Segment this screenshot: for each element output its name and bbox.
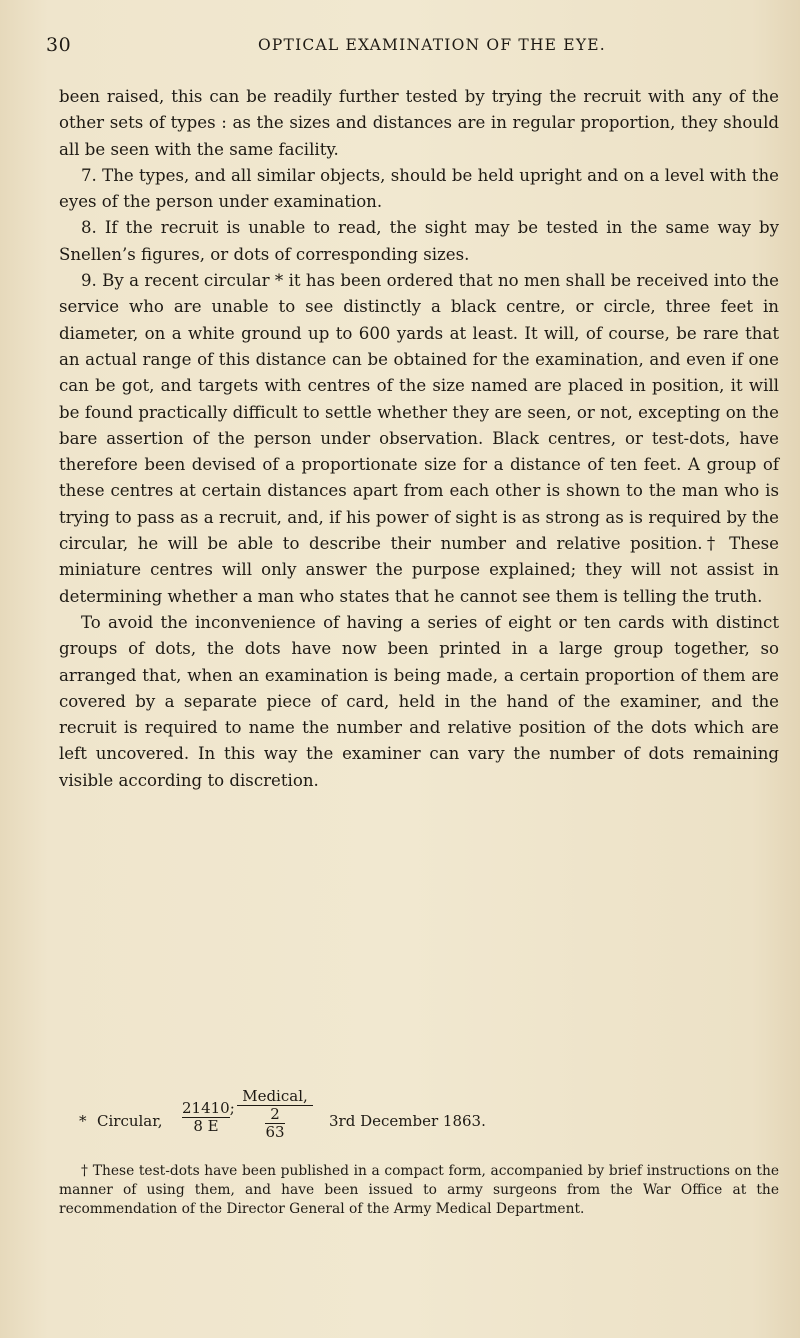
page-header xyxy=(46,34,776,58)
footnote-asterisk: * xyxy=(79,1112,87,1130)
footnotes xyxy=(59,1087,779,1220)
page-number: 30 xyxy=(46,34,72,56)
footnote-circular xyxy=(59,1087,779,1154)
paragraph-7: 7. The types, and all similar objects, should be held upright and on a level with the eyes of the person under examination. xyxy=(59,165,779,212)
paragraph-dots: To avoid the inconvenience of having a series of eight or ten cards with distinct groups of dots, the dots have now been printed in a large group together, so arranged that, when an examination is being made, a certain proportion of them are covered by a separate piece of card, held in the hand of the examiner, and the recruit is required to name the number and relative position of the dots which are left uncovered. In this way the examiner can vary the number of dots remaining visible according to discretion. xyxy=(59,612,779,790)
footnote-dagger: † These test-dots have been published in a compact form, accompanied by brief instructions on the manner of using them, and have been issued to army surgeons from the War Office at the recommendation of the Director General of the Army Medical Department. xyxy=(59,1163,779,1218)
paragraph-9: 9. By a recent circular * it has been ordered that no men shall be received into the service who are unable to see distinctly a black centre, or circle, three feet in diameter, on a white ground up to 600 yards at least. It will, of course, be rare that an actual range of this distance can be obtained for the examination, and even if one can be got, and targets with centres of the size named are placed in position, it will be found practically difficult to settle whether they are seen, or not, excepting on the bare assertion of the person under observation. Black centres, or test-dots, have therefore been devised of a proportionate size for a distance of ten feet. A group of these centres at certain distances apart from each other is shown to the man who is trying to pass as a recruit, and, if his power of sight is as strong as is required by the circular, he will be able to describe their number and relative position.† These miniature centres will only answer the purpose explained; they will not assist in determining whether a man who states that he cannot see them is telling the truth. xyxy=(59,271,779,606)
running-head: OPTICAL EXAMINATION OF THE EYE. xyxy=(258,36,606,54)
circular-section: 8 E xyxy=(193,1117,219,1135)
circular-medical-number: 2 xyxy=(265,1106,285,1124)
circular-medical-fraction xyxy=(237,1088,313,1141)
circular-number: 21410; xyxy=(182,1099,235,1117)
paragraph-continuation: been raised, this can be readily further tested by trying the recruit with any of the other sets of types : as the sizes and distances are in regular proportion, they should all be seen with the same facility. xyxy=(59,87,779,159)
paragraph-8: 8. If the recruit is unable to read, the sight may be tested in the same way by Snellen’s figures, or dots of corresponding sizes. xyxy=(59,218,779,264)
footnote-circular-word: Circular, xyxy=(97,1112,163,1130)
circular-number-fraction xyxy=(182,1099,235,1135)
circular-medical: Medical, xyxy=(237,1088,313,1106)
circular-date: 3rd December 1863. xyxy=(329,1112,486,1130)
circular-medical-den: 63 xyxy=(265,1123,285,1141)
body-text xyxy=(59,84,779,794)
